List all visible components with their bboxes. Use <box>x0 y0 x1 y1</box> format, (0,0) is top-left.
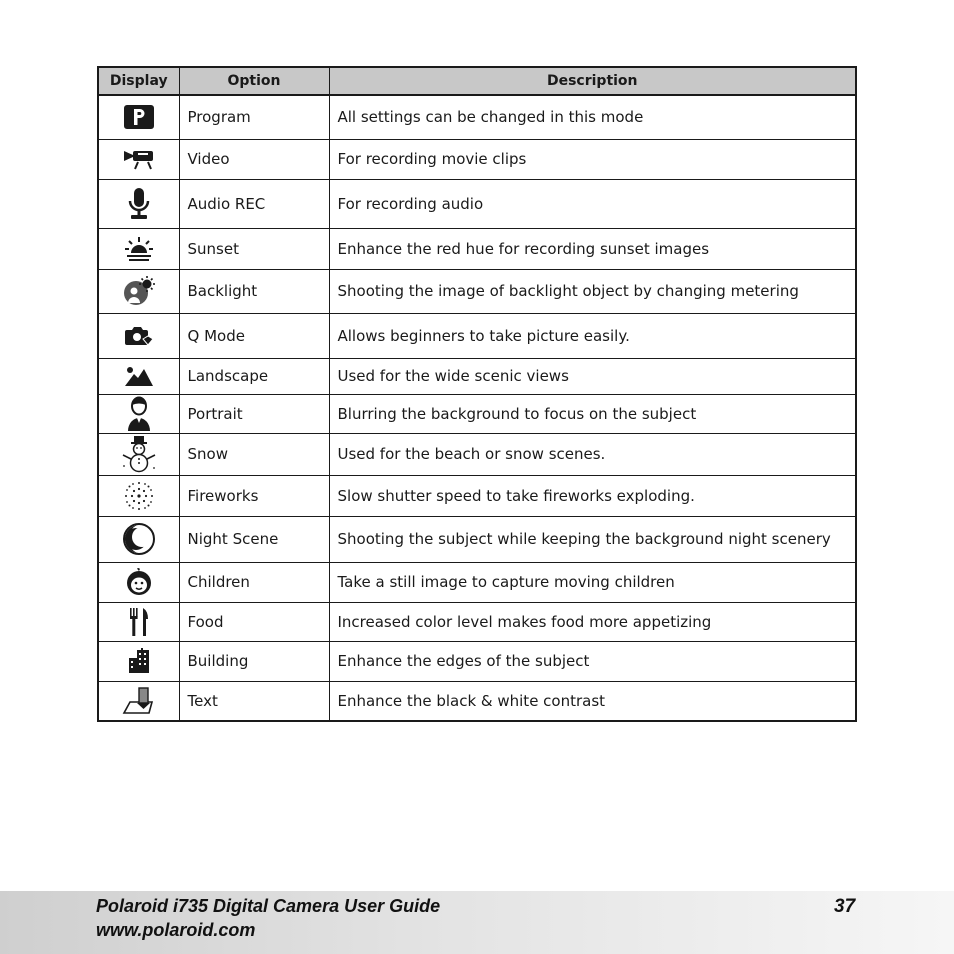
display-cell <box>98 358 179 394</box>
footer-website-link[interactable]: www.polaroid.com <box>96 920 256 940</box>
display-cell <box>98 433 179 475</box>
display-cell <box>98 681 179 721</box>
table-row <box>98 641 856 681</box>
display-cell <box>98 562 179 602</box>
microphone-icon <box>126 187 152 221</box>
option-column-header: Option <box>179 67 329 95</box>
sunset-icon <box>124 236 154 262</box>
table-row <box>98 475 856 516</box>
table-row <box>98 95 856 139</box>
option-cell: Building <box>179 641 329 681</box>
text-document-icon <box>122 687 156 715</box>
display-cell <box>98 269 179 313</box>
option-cell: Video <box>179 139 329 179</box>
table-row <box>98 139 856 179</box>
description-cell: Enhance the red hue for recording sunset images <box>329 228 856 269</box>
table-row <box>98 516 856 562</box>
table-header-row <box>98 67 856 95</box>
table-row <box>98 394 856 433</box>
option-cell: Backlight <box>179 269 329 313</box>
description-cell: Slow shutter speed to take fireworks exploding. <box>329 475 856 516</box>
children-icon <box>124 567 154 597</box>
option-cell: Q Mode <box>179 313 329 358</box>
option-cell: Landscape <box>179 358 329 394</box>
option-cell: Night Scene <box>179 516 329 562</box>
description-cell: Shooting the image of backlight object by changing metering <box>329 269 856 313</box>
portrait-icon <box>126 396 152 432</box>
description-column-header: Description <box>329 67 856 95</box>
option-cell: Text <box>179 681 329 721</box>
night-scene-icon <box>122 522 156 556</box>
description-cell: Enhance the edges of the subject <box>329 641 856 681</box>
table-row <box>98 313 856 358</box>
description-cell: Increased color level makes food more appetizing <box>329 602 856 641</box>
display-cell <box>98 228 179 269</box>
table-row <box>98 228 856 269</box>
description-cell: All settings can be changed in this mode <box>329 95 856 139</box>
table-row <box>98 433 856 475</box>
q-mode-icon <box>124 324 154 348</box>
landscape-icon <box>124 365 154 387</box>
description-cell: Used for the beach or snow scenes. <box>329 433 856 475</box>
footer-guide-title: Polaroid i735 Digital Camera User Guide <box>96 896 441 916</box>
option-cell: Snow <box>179 433 329 475</box>
table-row <box>98 602 856 641</box>
display-cell <box>98 313 179 358</box>
backlight-icon <box>123 276 155 306</box>
display-cell <box>98 179 179 228</box>
display-cell <box>98 95 179 139</box>
display-cell <box>98 602 179 641</box>
option-cell: Program <box>179 95 329 139</box>
fireworks-icon <box>124 481 154 511</box>
fork-knife-icon <box>126 607 152 637</box>
page-number: 37 <box>834 896 856 917</box>
scene-mode-table <box>97 66 857 722</box>
description-cell: Allows beginners to take picture easily. <box>329 313 856 358</box>
snowman-icon <box>121 435 157 473</box>
description-cell: Enhance the black & white contrast <box>329 681 856 721</box>
option-cell: Audio REC <box>179 179 329 228</box>
table-row <box>98 179 856 228</box>
display-cell <box>98 394 179 433</box>
video-camera-icon <box>122 148 156 170</box>
option-cell: Portrait <box>179 394 329 433</box>
program-icon <box>123 104 155 130</box>
table-row <box>98 269 856 313</box>
display-column-header: Display <box>98 67 179 95</box>
description-cell: Used for the wide scenic views <box>329 358 856 394</box>
description-cell: Take a still image to capture moving children <box>329 562 856 602</box>
option-cell: Fireworks <box>179 475 329 516</box>
building-icon <box>126 648 152 674</box>
option-cell: Sunset <box>179 228 329 269</box>
description-cell: For recording movie clips <box>329 139 856 179</box>
table-row <box>98 562 856 602</box>
option-cell: Food <box>179 602 329 641</box>
option-cell: Children <box>179 562 329 602</box>
description-cell: Blurring the background to focus on the subject <box>329 394 856 433</box>
table-row <box>98 358 856 394</box>
display-cell <box>98 641 179 681</box>
description-cell: For recording audio <box>329 179 856 228</box>
display-cell <box>98 516 179 562</box>
table-row <box>98 681 856 721</box>
display-cell <box>98 475 179 516</box>
description-cell: Shooting the subject while keeping the background night scenery <box>329 516 856 562</box>
display-cell <box>98 139 179 179</box>
